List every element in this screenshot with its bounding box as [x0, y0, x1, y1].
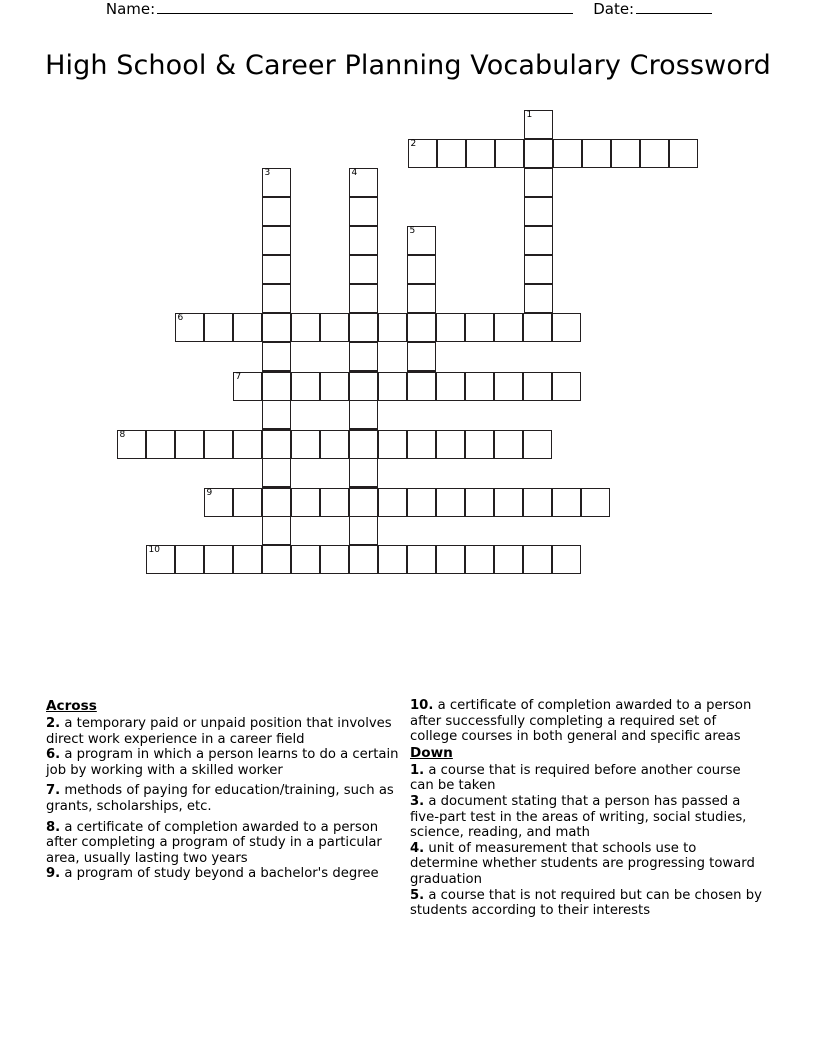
crossword-cell[interactable]	[262, 284, 291, 313]
crossword-cell[interactable]	[436, 545, 465, 574]
crossword-cell[interactable]	[291, 545, 320, 574]
crossword-cell[interactable]	[407, 545, 436, 574]
crossword-cell[interactable]	[436, 372, 465, 401]
crossword-cell[interactable]	[233, 372, 262, 401]
crossword-cell[interactable]	[494, 430, 523, 459]
crossword-cell[interactable]	[407, 430, 436, 459]
crossword-cell[interactable]	[204, 313, 233, 342]
crossword-cell[interactable]	[552, 313, 581, 342]
clue-text: methods of paying for education/training, such as grants, scholarships, etc.	[46, 783, 394, 814]
clue-down-1	[410, 763, 762, 794]
crossword-cell[interactable]	[465, 545, 494, 574]
crossword-cell[interactable]	[378, 430, 407, 459]
crossword-cell[interactable]	[146, 430, 175, 459]
clues-column-left	[46, 698, 404, 882]
crossword-cell[interactable]	[291, 430, 320, 459]
clue-text: a certificate of completion awarded to a person after successfully completing a required set of college courses in both general and specific areas	[410, 698, 752, 745]
clue-text: a program in which a person learns to do a certain job by working with a skilled worker	[46, 747, 399, 778]
crossword-cell[interactable]	[523, 488, 552, 517]
crossword-cell[interactable]	[407, 372, 436, 401]
clue-number: 6.	[46, 747, 61, 763]
crossword-cell[interactable]	[320, 313, 349, 342]
crossword-cell[interactable]	[262, 226, 291, 255]
crossword-cell[interactable]	[465, 313, 494, 342]
clue-text: a program of study beyond a bachelor's degree	[60, 866, 379, 882]
crossword-cell[interactable]	[204, 545, 233, 574]
crossword-cell[interactable]	[349, 545, 378, 574]
crossword-cell[interactable]	[552, 488, 581, 517]
clue-down-3	[410, 794, 762, 841]
crossword-cell[interactable]	[378, 488, 407, 517]
crossword-cell[interactable]	[117, 430, 146, 459]
crossword-cell[interactable]	[407, 342, 436, 371]
crossword-cell[interactable]	[494, 488, 523, 517]
crossword-clue-number: 3	[264, 168, 271, 178]
crossword-cell[interactable]	[262, 372, 291, 401]
crossword-cell[interactable]	[524, 139, 553, 168]
crossword-cell[interactable]	[407, 255, 436, 284]
crossword-cell[interactable]	[320, 488, 349, 517]
clue-number: 7.	[46, 783, 61, 799]
crossword-cell[interactable]	[349, 342, 378, 371]
crossword-cell[interactable]	[349, 226, 378, 255]
crossword-cell[interactable]	[262, 400, 291, 429]
crossword-cell[interactable]	[262, 488, 291, 517]
crossword-cell[interactable]	[465, 430, 494, 459]
clue-number: 4.	[410, 840, 425, 856]
crossword-cell[interactable]	[466, 139, 495, 168]
crossword-cell[interactable]	[523, 430, 552, 459]
crossword-cell[interactable]	[349, 255, 378, 284]
crossword-clue-number: 5	[409, 226, 416, 236]
clues-column-right	[410, 698, 762, 919]
crossword-cell[interactable]	[349, 488, 378, 517]
crossword-cell[interactable]	[146, 545, 175, 574]
crossword-cell[interactable]	[291, 313, 320, 342]
clue-number: 1.	[410, 762, 425, 778]
crossword-clue-number: 9	[206, 488, 213, 498]
crossword-cell[interactable]	[408, 139, 437, 168]
crossword-cell[interactable]	[320, 372, 349, 401]
clue-down-5	[410, 888, 762, 919]
crossword-clue-number: 2	[410, 139, 417, 149]
crossword-cell[interactable]	[262, 255, 291, 284]
crossword-cell[interactable]	[437, 139, 466, 168]
crossword-cell[interactable]	[524, 255, 553, 284]
crossword-clue-number: 8	[119, 430, 126, 440]
crossword-cell[interactable]	[349, 284, 378, 313]
crossword-cell[interactable]	[407, 284, 436, 313]
name-label: Name:	[105, 0, 156, 18]
clue-text: a certificate of completion awarded to a person after completing a program of study in a particular area, usually lasting two years	[46, 819, 382, 866]
clue-number: 3.	[410, 793, 425, 809]
crossword-cell[interactable]	[204, 488, 233, 517]
crossword-cell[interactable]	[175, 430, 204, 459]
page-title: High School & Career Planning Vocabulary Crossword	[45, 50, 771, 81]
clue-text: a course that is not required but can be chosen by students according to their interests	[410, 887, 762, 919]
crossword-cell[interactable]	[349, 430, 378, 459]
crossword-cell[interactable]	[553, 139, 582, 168]
crossword-cell[interactable]	[349, 516, 378, 545]
crossword-cell[interactable]	[291, 372, 320, 401]
crossword-cell[interactable]	[378, 545, 407, 574]
crossword-cell[interactable]	[378, 313, 407, 342]
crossword-cell[interactable]	[262, 342, 291, 371]
crossword-cell[interactable]	[262, 168, 291, 197]
down-heading: Down	[410, 744, 453, 761]
clue-across-8	[46, 820, 404, 867]
crossword-clue-number: 10	[148, 545, 160, 555]
clue-text: unit of measurement that schools use to determine whether students are progressing toward graduation	[410, 840, 755, 887]
clue-number: 8.	[46, 819, 61, 835]
crossword-cell[interactable]	[233, 313, 262, 342]
crossword-cell[interactable]	[262, 197, 291, 226]
crossword-cell[interactable]	[320, 545, 349, 574]
clue-across-6	[46, 747, 404, 778]
crossword-cell[interactable]	[465, 372, 494, 401]
crossword-cell[interactable]	[262, 516, 291, 545]
clue-across-7	[46, 783, 404, 814]
crossword-cell[interactable]	[349, 458, 378, 487]
across-heading: Across	[46, 698, 97, 714]
crossword-cell[interactable]	[378, 372, 407, 401]
crossword-cell[interactable]	[175, 545, 204, 574]
crossword-cell[interactable]	[611, 139, 640, 168]
clue-across-2	[46, 716, 404, 747]
crossword-cell[interactable]	[349, 168, 378, 197]
crossword-cell[interactable]	[552, 372, 581, 401]
crossword-clue-number: 7	[235, 372, 242, 382]
crossword-cell[interactable]	[524, 197, 553, 226]
crossword-cell[interactable]	[465, 488, 494, 517]
crossword-cell[interactable]	[495, 139, 524, 168]
crossword-cell[interactable]	[349, 313, 378, 342]
crossword-cell[interactable]	[349, 372, 378, 401]
date-label: Date:	[593, 0, 635, 18]
crossword-cell[interactable]	[175, 313, 204, 342]
crossword-cell[interactable]	[552, 545, 581, 574]
crossword-cell[interactable]	[582, 139, 611, 168]
crossword-cell[interactable]	[349, 400, 378, 429]
crossword-clue-number: 4	[351, 168, 358, 178]
crossword-clue-number: 1	[526, 110, 533, 120]
crossword-cell[interactable]	[262, 458, 291, 487]
crossword-cell[interactable]	[262, 430, 291, 459]
crossword-cell[interactable]	[494, 313, 523, 342]
clue-down-4	[410, 841, 762, 888]
crossword-cell[interactable]	[407, 226, 436, 255]
crossword-cell[interactable]	[523, 313, 552, 342]
crossword-cell[interactable]	[669, 139, 698, 168]
crossword-cell[interactable]	[349, 197, 378, 226]
clue-across-9	[46, 866, 404, 882]
crossword-cell[interactable]	[233, 488, 262, 517]
crossword-cell[interactable]	[494, 372, 523, 401]
crossword-cell[interactable]	[524, 226, 553, 255]
crossword-cell[interactable]	[262, 313, 291, 342]
crossword-cell[interactable]	[523, 545, 552, 574]
crossword-cell[interactable]	[262, 545, 291, 574]
crossword-cell[interactable]	[494, 545, 523, 574]
clue-text: a course that is required before another course can be taken	[410, 762, 741, 794]
crossword-cell[interactable]	[436, 488, 465, 517]
clues-section	[0, 698, 816, 998]
clue-across-10	[410, 698, 762, 745]
crossword-cell[interactable]	[524, 284, 553, 313]
crossword-cell[interactable]	[581, 488, 610, 517]
clue-number: 5.	[410, 887, 425, 903]
crossword-cell[interactable]	[233, 430, 262, 459]
clue-text: a temporary paid or unpaid position that involves direct work experience in a career field	[46, 716, 392, 747]
crossword-cell[interactable]	[436, 430, 465, 459]
crossword-cell[interactable]	[204, 430, 233, 459]
crossword-clue-number: 6	[177, 313, 184, 323]
clue-number: 10.	[410, 698, 434, 713]
crossword-cell[interactable]	[436, 313, 465, 342]
crossword-cell[interactable]	[640, 139, 669, 168]
clue-number: 2.	[46, 716, 61, 731]
crossword-cell[interactable]	[233, 545, 262, 574]
crossword-cell[interactable]	[407, 488, 436, 517]
crossword-cell[interactable]	[407, 313, 436, 342]
clue-text: a document stating that a person has passed a five-part test in the areas of writing, social studies, science, reading, and math	[410, 793, 747, 841]
crossword-cell[interactable]	[523, 372, 552, 401]
crossword-cell[interactable]	[524, 110, 553, 139]
crossword-cell[interactable]	[291, 488, 320, 517]
crossword-cell[interactable]	[524, 168, 553, 197]
clue-number: 9.	[46, 866, 61, 882]
crossword-cell[interactable]	[320, 430, 349, 459]
